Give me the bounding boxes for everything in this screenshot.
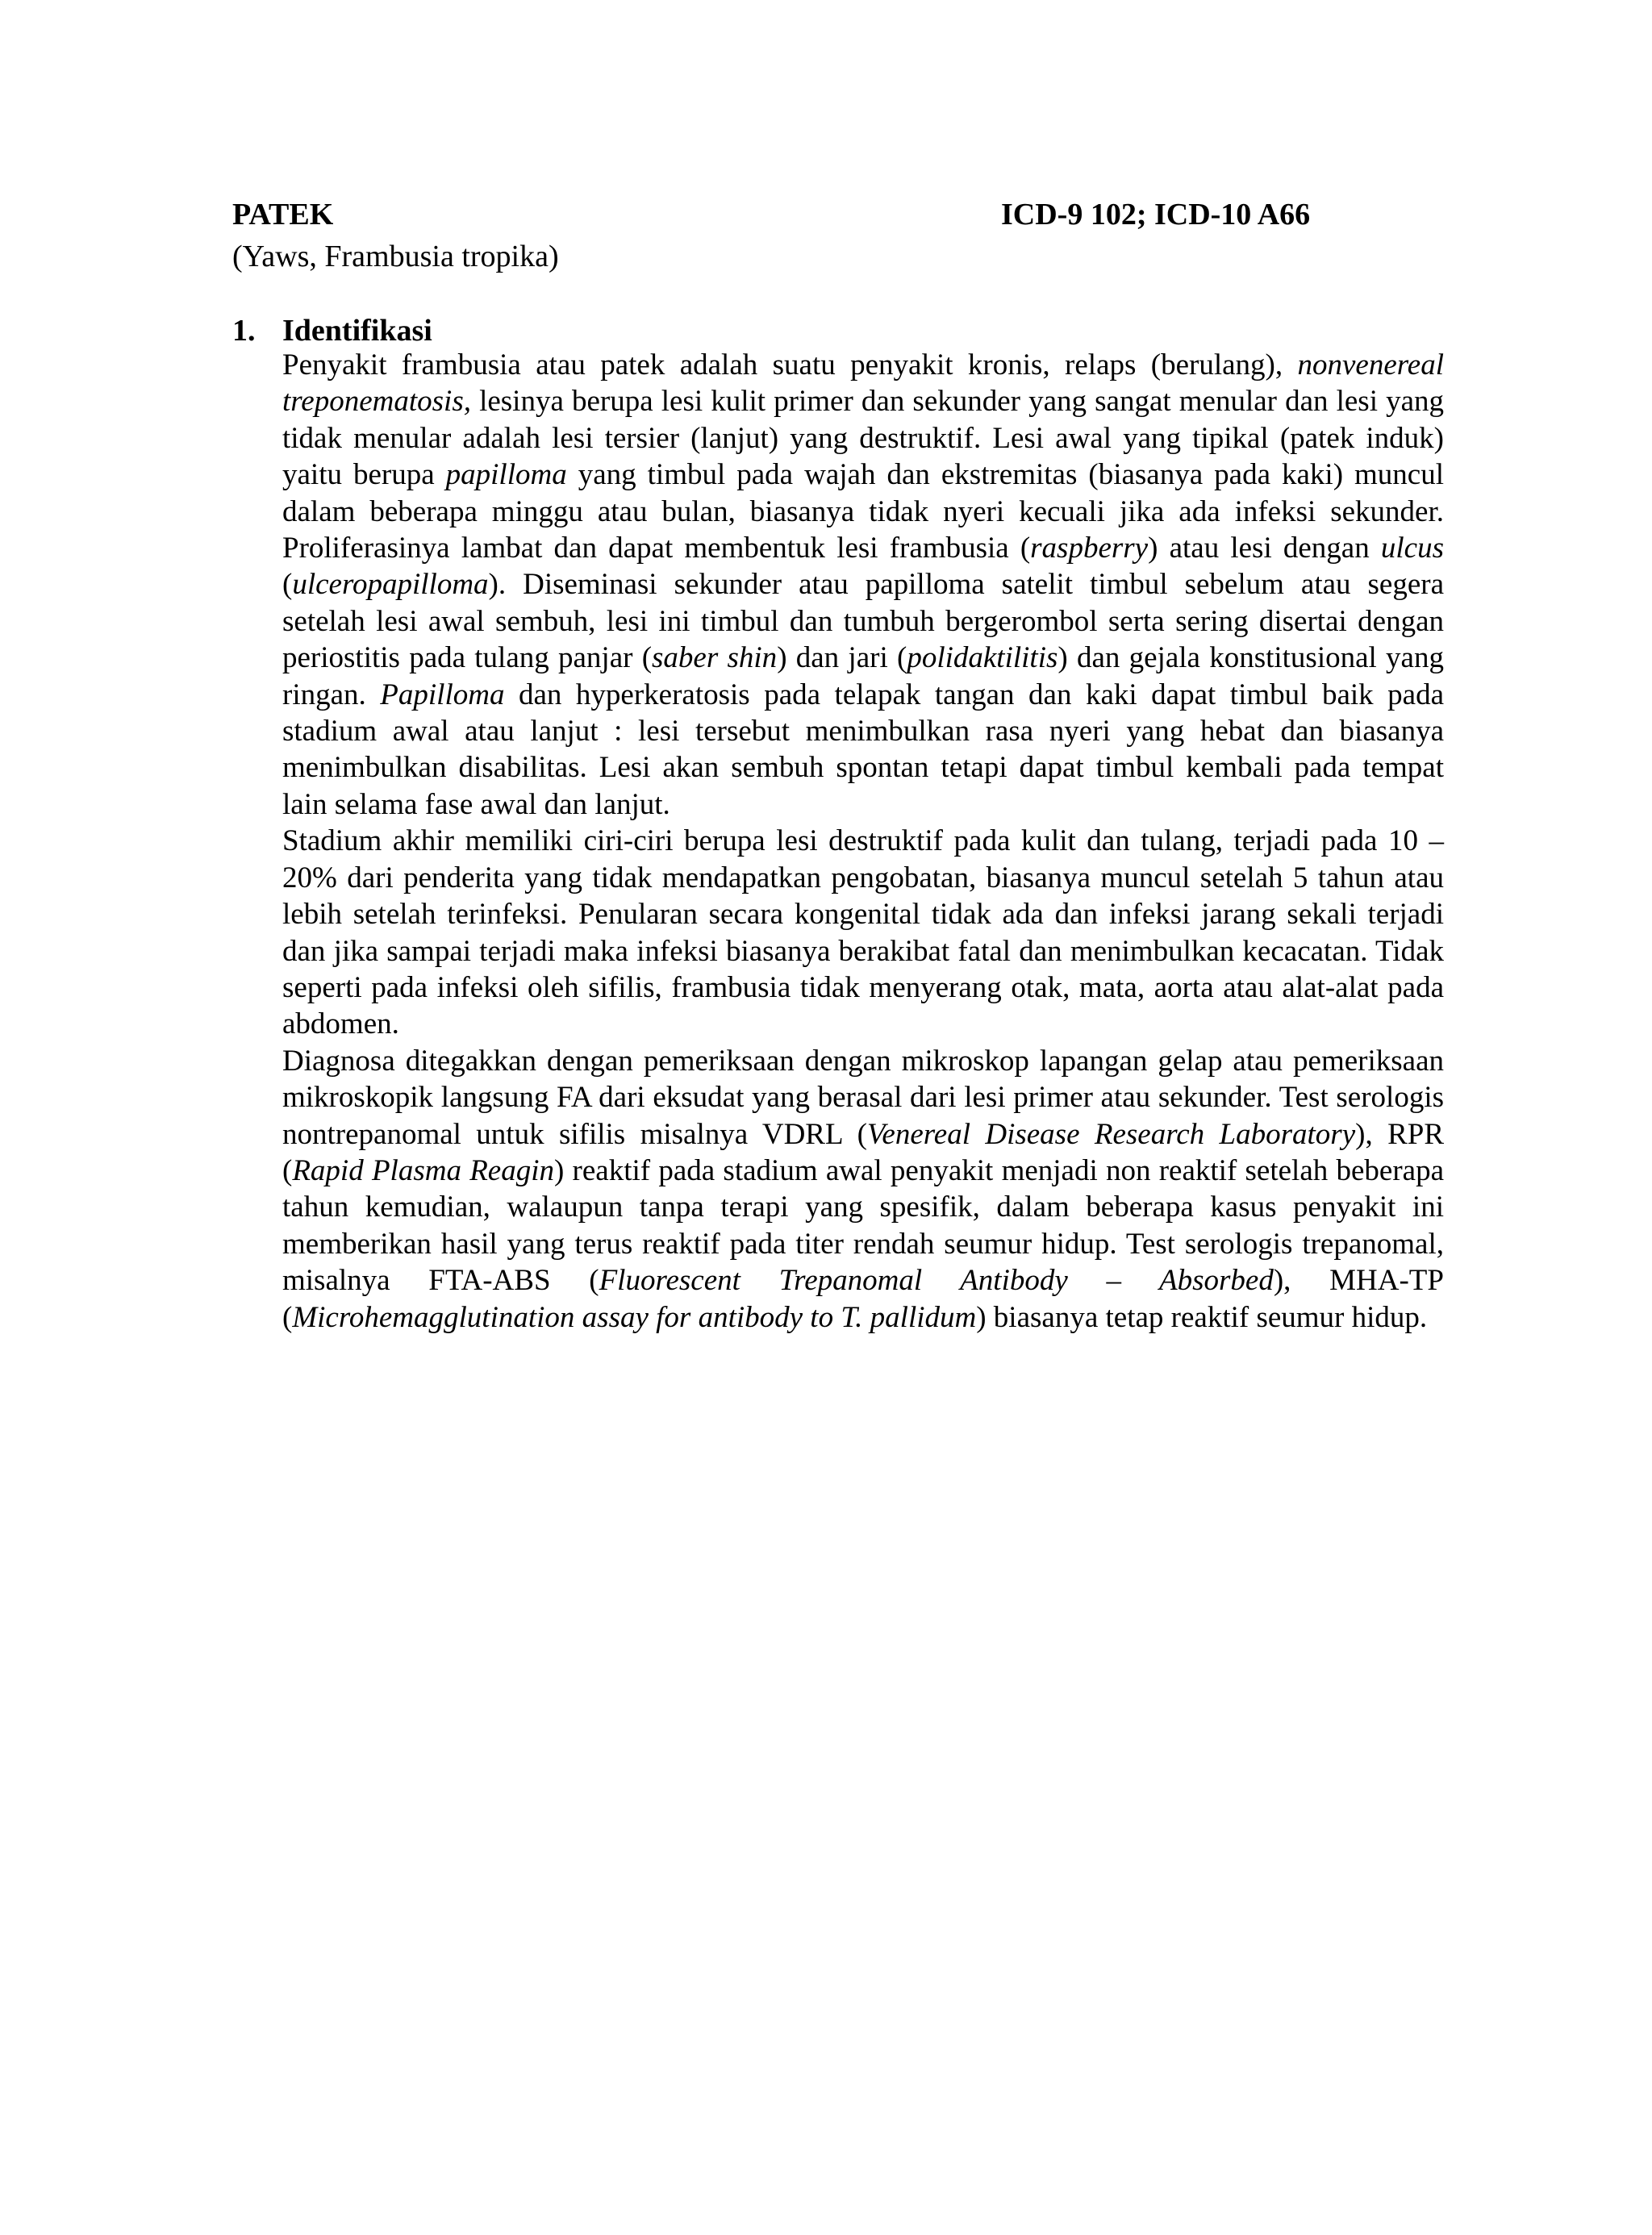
paragraph-identification	[282, 347, 1444, 823]
section-heading	[232, 310, 432, 352]
document-title: PATEK	[232, 198, 334, 231]
icd-codes: ICD-9 102; ICD-10 A66	[1001, 198, 1311, 231]
paragraph-diagnosis	[282, 1043, 1444, 1336]
paragraph-late-stage	[282, 823, 1444, 1042]
text-run: ) dan gejala konstitusional yang ringan.	[282, 641, 1444, 711]
text-run: yang timbul pada wajah dan ekstremitas (biasanya pada kaki) muncul dalam beberapa minggu atau bulan, biasanya tidak nyeri kecuali jika ada infeksi sekunder. Proliferasinya lambat dan dapat membentuk lesi frambusia (	[282, 458, 1444, 565]
italic-text-run: polidaktilitis	[907, 641, 1058, 675]
italic-text-run: nonvenereal treponematosis,	[282, 348, 1444, 419]
text-run: ), MHA-TP (	[282, 1264, 1444, 1334]
text-run: (	[282, 568, 293, 602]
italic-text-run: saber shin	[652, 641, 778, 675]
text-run: ) reaktif pada stadium awal penyakit menjadi non reaktif setelah beberapa tahun kemudian, walaupun tanpa terapi yang spesifik, dalam beberapa kasus penyakit ini memberikan hasil yang terus reaktif pada titer rendah seumur hidup. Test serologis trepanomal, misalnya FTA-ABS (	[282, 1153, 1444, 1298]
text-run: ) biasanya tetap reaktif seumur hidup.	[976, 1300, 1428, 1334]
text-run: Stadium akhir memiliki ciri-ciri berupa lesi destruktif pada kulit dan tulang, terjadi pada 10 – 20% dari penderita yang tidak mendapatkan pengobatan, biasanya muncul setelah 5 tahun atau lebih setelah terinfeksi. Penularan secara kongenital tidak ada dan infeksi jarang sekali terjadi dan jika sampai terjadi maka infeksi biasanya berakibat fatal dan menimbulkan kecacatan. Tidak seperti pada infeksi oleh sifilis, frambusia tidak menyerang otak, mata, aorta atau alat-alat pada abdomen.	[282, 824, 1444, 1041]
italic-text-run: raspberry	[1030, 532, 1149, 565]
text-run: Diagnosa ditegakkan dengan pemeriksaan dengan mikroskop lapangan gelap atau pemeriksaan mikroskopik langsung FA dari eksudat yang berasal dari lesi primer atau sekunder. Test serologis nontrepanomal untuk sifilis misalnya VDRL (	[282, 1044, 1444, 1151]
italic-text-run: Fluorescent Trepanomal Antibody – Absorbed	[599, 1264, 1274, 1298]
text-run: ). Diseminasi sekunder atau papilloma satelit timbul sebelum atau segera setelah lesi awal sembuh, lesi ini timbul dan tumbuh bergerombol serta sering disertai dengan periostitis pada tulang panjar (	[282, 568, 1444, 675]
document-header	[232, 194, 1355, 236]
text-run: lesinya berupa lesi kulit primer dan sekunder yang sangat menular dan lesi yang tidak menular adalah lesi tersier (lanjut) yang destruktif. Lesi awal yang tipikal (patek induk) yaitu berupa	[282, 385, 1444, 492]
text-run: Penyakit frambusia atau patek adalah suatu penyakit kronis, relaps (berulang),	[282, 348, 1298, 382]
text-run: ) atau lesi dengan	[1148, 532, 1381, 565]
section-number: 1.	[232, 314, 256, 348]
italic-text-run: Microhemagglutination assay for antibody to T. pallidum	[292, 1300, 977, 1334]
text-run: dan hyperkeratosis pada telapak tangan dan kaki dapat timbul baik pada stadium awal atau lanjut : lesi tersebut menimbulkan rasa nyeri yang hebat dan biasanya menimbulkan disabilitas. Lesi akan sembuh spontan tetapi dapat timbul kembali pada tempat lain selama fase awal dan lanjut.	[282, 678, 1444, 821]
italic-text-run: papilloma	[445, 458, 567, 492]
italic-text-run: Papilloma	[380, 678, 505, 711]
document-subtitle: (Yaws, Frambusia tropika)	[232, 240, 559, 273]
italic-text-run: ulceropapilloma	[292, 568, 489, 602]
text-run: ), RPR (	[282, 1117, 1445, 1187]
italic-text-run: ulcus	[1380, 532, 1444, 565]
section-body	[282, 347, 1444, 1336]
section-title: Identifikasi	[282, 314, 432, 348]
italic-text-run: Venereal Disease Research Laboratory	[866, 1117, 1356, 1151]
italic-text-run: Rapid Plasma Reagin	[292, 1153, 554, 1187]
text-run: ) dan jari (	[777, 641, 907, 675]
